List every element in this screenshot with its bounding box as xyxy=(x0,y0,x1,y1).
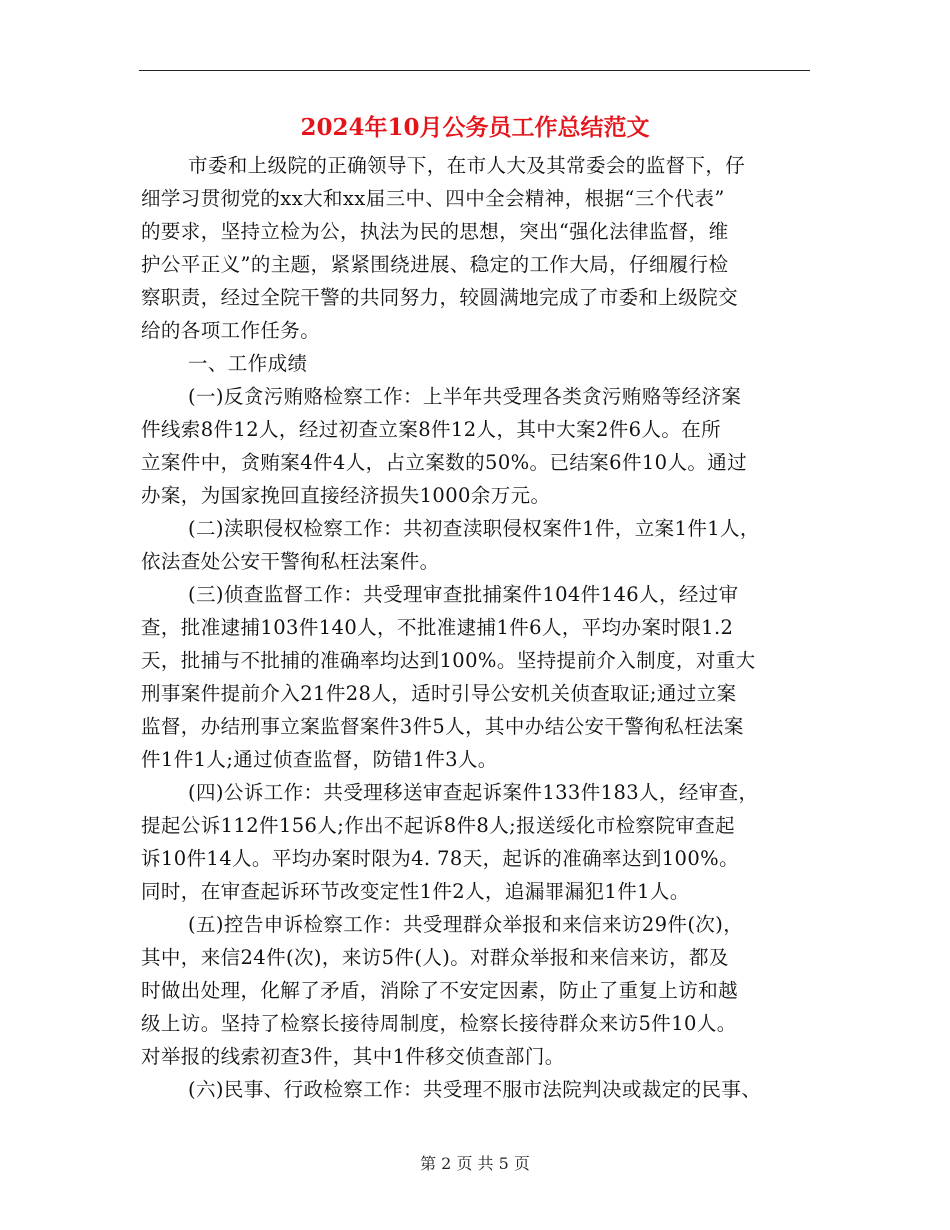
body-line: 办案，为国家挽回直接经济损失1000余万元。 xyxy=(141,484,551,507)
body-line: 立案件中，贪贿案4件4人，占立案数的50%。已结案6件10人。通过 xyxy=(141,451,748,474)
body-line: 察职责，经过全院干警的共同努力，较圆满地完成了市委和上级院交 xyxy=(141,286,739,309)
body-line: (二)渎职侵权检察工作：共初查渎职侵权案件1件，立案1件1人， xyxy=(188,517,760,540)
body-line: 依法查处公安干警徇私枉法案件。 xyxy=(141,550,440,573)
body-line: (三)侦查监督工作：共受理审查批捕案件104件146人，经过审 xyxy=(188,583,739,606)
body-line: 查，批准逮捕103件140人，不批准逮捕1件6人，平均办案时限1.2 xyxy=(141,616,734,639)
body-line: 其中，来信24件(次)，来访5件(人)。对群众举报和来信来访，都及 xyxy=(141,946,729,969)
header-rule xyxy=(139,70,810,71)
body-line: 对举报的线索初查3件，其中1件移交侦查部门。 xyxy=(141,1045,565,1068)
document-title: 2024年10月公务员工作总结范文 xyxy=(300,114,650,141)
body-line: 给的各项工作任务。 xyxy=(141,319,321,342)
body-line: 同时，在审查起诉环节改变定性1件2人，追漏罪漏犯1件1人。 xyxy=(141,880,690,903)
body-line: 监督，办结刑事立案监督案件3件5人，其中办结公安干警徇私枉法案 xyxy=(141,715,744,738)
body-line: 件1件1人;通过侦查监督，防错1件3人。 xyxy=(141,748,498,771)
body-line: 刑事案件提前介入21件28人，适时引导公安机关侦查取证;通过立案 xyxy=(141,682,737,705)
body-line: 细学习贯彻党的xx大和xx届三中、四中全会精神，根据“三个代表” xyxy=(141,187,725,210)
body-line: 护公平正义”的主题，紧紧围绕进展、稳定的工作大局，仔细履行检 xyxy=(141,253,729,276)
body-line: 级上访。坚持了检察长接待周制度，检察长接待群众来访5件10人。 xyxy=(141,1012,737,1035)
body-line: (六)民事、行政检察工作：共受理不服市法院判决或裁定的民事、 xyxy=(188,1078,762,1101)
body-line: (一)反贪污贿赂检察工作：上半年共受理各类贪污贿赂等经济案 xyxy=(188,385,742,408)
body-line: (五)控告申诉检察工作：共受理群众举报和来信来访29件(次)， xyxy=(188,913,744,936)
body-line: (四)公诉工作：共受理移送审查起诉案件133件183人，经审查， xyxy=(188,781,759,804)
body-line: 的要求，坚持立检为公，执法为民的思想，突出“强化法律监督，维 xyxy=(141,220,729,243)
body-line: 提起公诉112件156人;作出不起诉8件8人;报送绥化市检察院审查起 xyxy=(141,814,735,837)
body-line: 市委和上级院的正确领导下，在市人大及其常委会的监督下，仔 xyxy=(188,154,746,177)
body-line: 时做出处理，化解了矛盾，消除了不安定因素，防止了重复上访和越 xyxy=(141,979,739,1002)
section-heading: 一、工作成绩 xyxy=(188,352,308,375)
body-line: 诉10件14人。平均办案时限为4. 78天，起诉的准确率达到100%。 xyxy=(141,847,739,870)
page-number: 第 2 页 共 5 页 xyxy=(420,1154,530,1173)
body-line: 天，批捕与不批捕的准确率均达到100%。坚持提前介入制度，对重大 xyxy=(141,649,756,672)
body-line: 件线索8件12人，经过初查立案8件12人，其中大案2件6人。在所 xyxy=(141,418,722,441)
